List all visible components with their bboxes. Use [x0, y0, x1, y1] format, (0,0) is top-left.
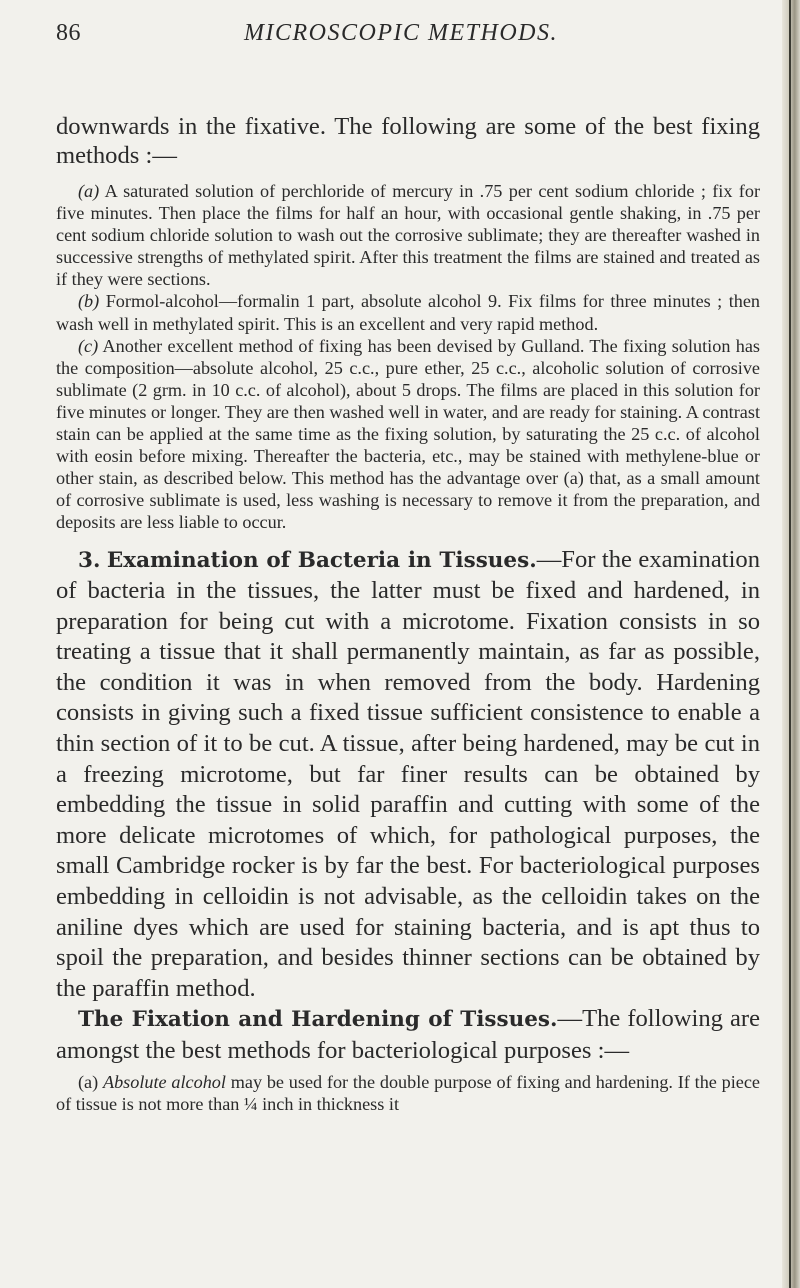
absolute-alcohol-term: Absolute alcohol — [102, 1071, 226, 1092]
fixation-hardening-paragraph — [56, 1004, 760, 1066]
intro-paragraph: downwards in the fixative. The following are some of the best fixing methods :— — [56, 113, 760, 169]
fixation-hardening-text: —The following are amongst the best methods for bacteriological purposes :— — [56, 1005, 760, 1064]
page-number: 86 — [56, 20, 81, 46]
method-c-text: Another excellent method of fixing has been devised by Gulland. The fixing solution has the composition—absolute alcohol, 25 c.c., pure ether, 25 c.c., alcoholic solution of corrosive sublimate (2 grm. in 10 c.c. of alcohol), about 5 drops. The films are placed in this solution for five minutes or longer. They are then washed well in water, and are ready for staining. A contrast stain can be applied at the same time as the fixing solution, by saturating the 25 c.c. of alcohol with eosin before mixing. Thereafter the bacteria, etc., may be stained with methylene-blue or other stain, as described below. This method has the advantage over (a) that, as a small amount of corrosive sublimate is used, less washing is necessary to remove it from the preparation, and deposits are less liable to occur. — [56, 335, 761, 533]
method-c-paragraph — [56, 335, 760, 534]
absolute-alcohol-paragraph — [56, 1071, 760, 1115]
page-binding-line — [789, 0, 791, 1288]
page-body — [56, 112, 760, 1115]
method-b-text: Formol-alcohol—formalin 1 part, absolute alcohol 9. Fix films for three minutes ; then wash well in methylated spirit. This is an excellent and very rapid method. — [56, 291, 761, 334]
page-header — [56, 20, 746, 54]
method-a-paragraph — [56, 180, 760, 290]
method-b-label: (b) — [78, 291, 100, 312]
section-3-number: 3. — [78, 547, 101, 573]
fixation-hardening-title: The Fixation and Hardening of Tissues. — [78, 1007, 558, 1033]
method-a-label: (a) — [78, 181, 100, 201]
section-3-paragraph — [56, 545, 760, 1005]
absolute-alcohol-label: (a) — [78, 1071, 99, 1092]
method-b-paragraph — [56, 290, 760, 334]
page-edge-shadow — [782, 0, 800, 1288]
section-3-text: —For the examination of bacteria in the tissues, the latter must be fixed and hardened, in preparation for being cut with a microtome. Fixation consists in so treating a tissue that it shall permanently maintain, as far as possible, the condition it was in when removed from the body. Hardening consists in giving such a fixed tissue sufficient consistence to enable a thin section of it to be cut. A tissue, after being hardened, may be cut in a freezing microtome, but far finer results can be obtained by embedding the tissue in solid paraffin and cutting with some of the more delicate microtomes of which, for pathological purposes, the small Cambridge rocker is by far the best. For bacteriological purposes embedding in celloidin is not advisable, as the celloidin takes on the aniline dyes which are used for staining bacteria, and is apt thus to spoil the preparation, and besides thinner sections can be obtained by the paraffin method. — [56, 545, 760, 1002]
running-head: MICROSCOPIC METHODS. — [244, 20, 558, 46]
absolute-alcohol-text: may be used for the double purpose of fixing and hardening. If the piece of tissue is not more than ¼ inch in thickness it — [56, 1071, 760, 1114]
method-c-label: (c) — [78, 335, 99, 356]
section-3-title: Examination of Bacteria in Tissues. — [106, 547, 537, 573]
method-a-text: A saturated solution of perchloride of mercury in .75 per cent sodium chloride ; fix for five minutes. Then place the films for half an hour, with occasional gentle shaking, in .75 per cent sodium chloride solution to wash out the corrosive sublimate; they are thereafter washed in successive strengths of methylated spirit. After this treatment the films are stained and treated as if they were sections. — [56, 181, 760, 290]
